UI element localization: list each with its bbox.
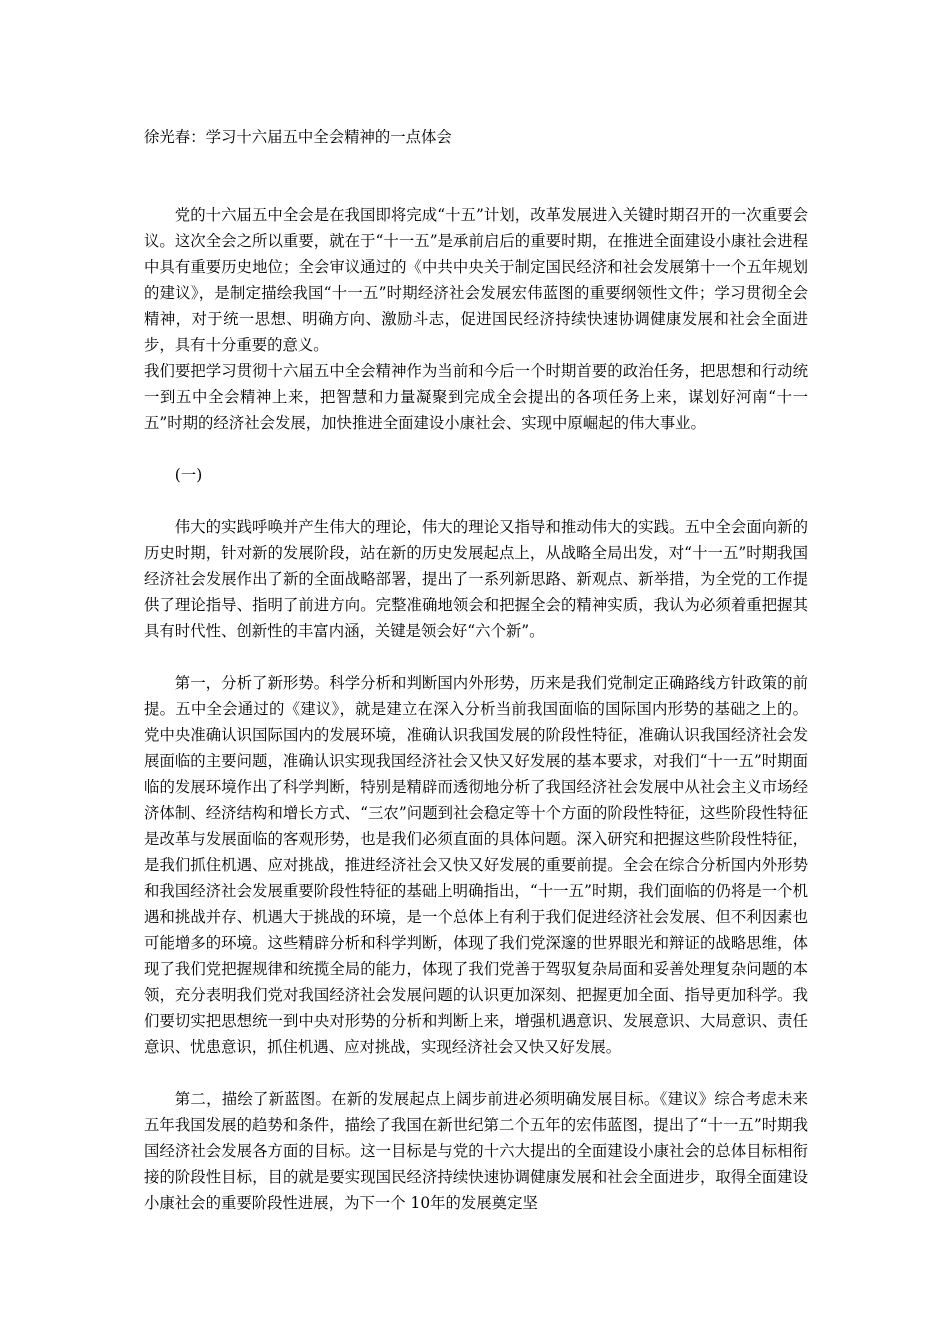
section-heading-one: (一) xyxy=(174,466,203,484)
paragraph-first-point: 第一，分析了新形势。科学分析和判断国内外形势，历来是我们党制定正确路线方针政策的前提。五中全会通过的《建议》，就是建立在深入分析当前我国面临的国际国内形势的基础之上的。党中央准确认识国际国内的发展环境，准确认识我国发展的阶段性特征，准确认识我国经济社会发展面临的主要问题，准确认识实现我国经济社会又快又好发展的基本要求，对我们“十一五”时期面临的发展环境作出了科学判断，特别是精辟而透彻地分析了我国经济社会发展中从社会主义市场经济体制、经济结构和增长方式、“三农”问题到社会稳定等十个方面的阶段性特征，这些阶段性特征是改革与发展面临的客观形势，也是我们必须直面的具体问题。深入研究和把握这些阶段性特征，是我们抓住机遇、应对挑战，推进经济社会又快又好发展的重要前提。全会在综合分析国内外形势和我国经济社会发展重要阶段性特征的基础上明确指出，“十一五”时期，我们面临的仍将是一个机遇和挑战并存、机遇大于挑战的环境，是一个总体上有利于我们促进经济社会发展、但不利因素也可能增多的环境。这些精辟分析和科学判断，体现了我们党深邃的世界眼光和辩证的战略思维，体现了我们党把握规律和统揽全局的能力，体现了我们党善于驾驭复杂局面和妥善处理复杂问题的本领，充分表明我们党对我国经济社会发展问题的认识更加深刻、把握更加全面、指导更加科学。我们要切实把思想统一到中央对形势的分析和判断上来，增强机遇意识、发展意识、大局意识、责任意识、忧患意识，抓住机遇、应对挑战，实现经济社会又快又好发展。 xyxy=(144,674,808,1056)
paragraph-theory: 伟大的实践呼唤并产生伟大的理论，伟大的理论又指导和推动伟大的实践。五中全会面向新的历史时期，针对新的发展阶段，站在新的历史发展起点上，从战略全局出发，对“十一五”时期我国经济社会发展作出了新的全面战略部署，提出了一系列新思路、新观点、新举措，为全党的工作提供了理论指导、指明了前进方向。完整准确地领会和把握全会的精神实质，我认为必须着重把握其具有时代性、创新性的丰富内涵，关键是领会好“六个新”。 xyxy=(144,518,808,640)
paragraph-intro: 党的十六届五中全会是在我国即将完成“十五”计划，改革发展进入关键时期召开的一次重要会议。这次全会之所以重要，就在于“十一五”是承前启后的重要时期，在推进全面建设小康社会进程中具有重要历史地位；全会审议通过的《中共中央关于制定国民经济和社会发展第十一个五年规划的建议》，是制定描绘我国“十一五”时期经济社会发展宏伟蓝图的重要纲领性文件；学习贯彻全会精神，对于统一思想、明确方向、激励斗志，促进国民经济持续快速协调健康发展和社会全面进步，具有十分重要的意义。 xyxy=(144,206,808,354)
spacer xyxy=(144,644,808,670)
spacer xyxy=(144,150,808,202)
paragraph-task: 我们要把学习贯彻十六届五中全会精神作为当前和今后一个时期首要的政治任务，把思想和行动统一到五中全会精神上来，把智慧和力量凝聚到完成全会提出的各项任务上来，谋划好河南“十一五”时期的经济社会发展，加快推进全面建设小康社会、实现中原崛起的伟大事业。 xyxy=(144,362,808,432)
spacer xyxy=(144,436,808,462)
document-title: 徐光春：学习十六届五中全会精神的一点体会 xyxy=(144,128,452,146)
paragraph-second-point: 第二，描绘了新蓝图。在新的发展起点上阔步前进必须明确发展目标。《建议》综合考虑未来五年我国发展的趋势和条件，描绘了我国在新世纪第二个五年的宏伟蓝图，提出了“十一五”时期我国经济社会发展各方面的目标。这一目标是与党的十六大提出的全面建设小康社会的总体目标相衔接的阶段性目标，目的就是要实现国民经济持续快速协调健康发展和社会全面进步，取得全面建设小康社会的重要阶段性进展，为下一个 10年的发展奠定坚 xyxy=(144,1090,808,1212)
document-page xyxy=(144,124,808,1216)
spacer xyxy=(144,488,808,514)
spacer xyxy=(144,1060,808,1086)
